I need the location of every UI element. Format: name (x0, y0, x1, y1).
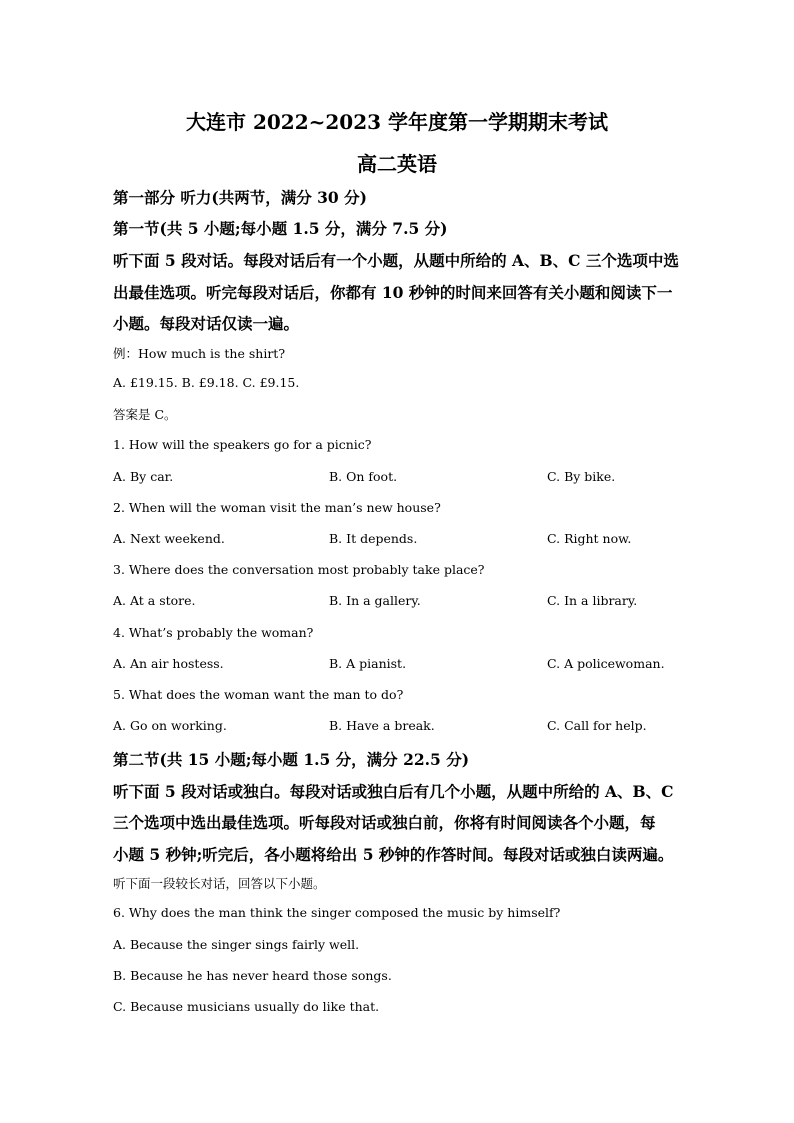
question-5-option-c: C. Call for help. (547, 718, 647, 733)
question-1: 1. How will the speakers go for a picnic? (113, 437, 372, 452)
question-1-option-a: A. By car. (113, 469, 174, 484)
question-3-option-c: C. In a library. (547, 593, 638, 608)
example-question: 例：How much is the shirt? (113, 346, 286, 361)
part1-heading: 第一部分 听力(共两节，满分 30 分) (113, 188, 367, 207)
question-3-option-a: A. At a store. (113, 593, 196, 608)
question-4: 4. What’s probably the woman? (113, 625, 314, 640)
section2-instruction-line: 听下面 5 段对话或独白。每段对话或独白后有几个小题，从题中所给的 A、B、C (113, 782, 674, 801)
question-2-option-c: C. Right now. (547, 531, 632, 546)
section1-heading: 第一节(共 5 小题;每小题 1.5 分，满分 7.5 分) (113, 219, 448, 238)
section2-note: 听下面一段较长对话，回答以下小题。 (113, 876, 326, 891)
question-3-option-b: B. In a gallery. (329, 593, 421, 608)
question-2: 2. When will the woman visit the man’s new house? (113, 500, 441, 515)
question-6-option-c: C. Because musicians usually do like that. (113, 999, 380, 1014)
section1-instruction-line: 小题。每段对话仅读一遍。 (113, 314, 300, 333)
question-1-option-c: C. By bike. (547, 469, 616, 484)
question-4-option-c: C. A policewoman. (547, 656, 665, 671)
question-6-option-b: B. Because he has never heard those songs. (113, 968, 392, 983)
section2-instruction-line: 小题 5 秒钟;听完后，各小题将给出 5 秒钟的作答时间。每段对话或独白读两遍。 (113, 845, 674, 864)
question-2-option-a: A. Next weekend. (113, 531, 225, 546)
example-answer: 答案是 C。 (113, 407, 177, 422)
exam-title: 大连市 2022~2023 学年度第一学期期末考试 (185, 110, 608, 134)
question-2-option-b: B. It depends. (329, 531, 418, 546)
section1-instruction-line: 出最佳选项。听完每段对话后，你都有 10 秒钟的时间来回答有关小题和阅读下一 (113, 283, 673, 302)
question-5: 5. What does the woman want the man to do? (113, 687, 404, 702)
example-options: A. £19.15. B. £9.18. C. £9.15. (113, 375, 300, 390)
question-5-option-a: A. Go on working. (113, 718, 227, 733)
question-5-option-b: B. Have a break. (329, 718, 435, 733)
question-1-option-b: B. On foot. (329, 469, 398, 484)
question-6-option-a: A. Because the singer sings fairly well. (113, 937, 360, 952)
question-6: 6. Why does the man think the singer composed the music by himself? (113, 905, 561, 920)
section2-heading: 第二节(共 15 小题;每小题 1.5 分，满分 22.5 分) (113, 750, 470, 769)
section1-instruction-line: 听下面 5 段对话。每段对话后有一个小题，从题中所给的 A、B、C 三个选项中选 (113, 251, 679, 270)
question-3: 3. Where does the conversation most probably take place? (113, 562, 485, 577)
question-4-option-a: A. An air hostess. (113, 656, 224, 671)
section2-instruction-line: 三个选项中选出最佳选项。听每段对话或独白前，你将有时间阅读各个小题，每 (113, 813, 656, 832)
exam-subject: 高二英语 (357, 152, 437, 176)
question-4-option-b: B. A pianist. (329, 656, 407, 671)
